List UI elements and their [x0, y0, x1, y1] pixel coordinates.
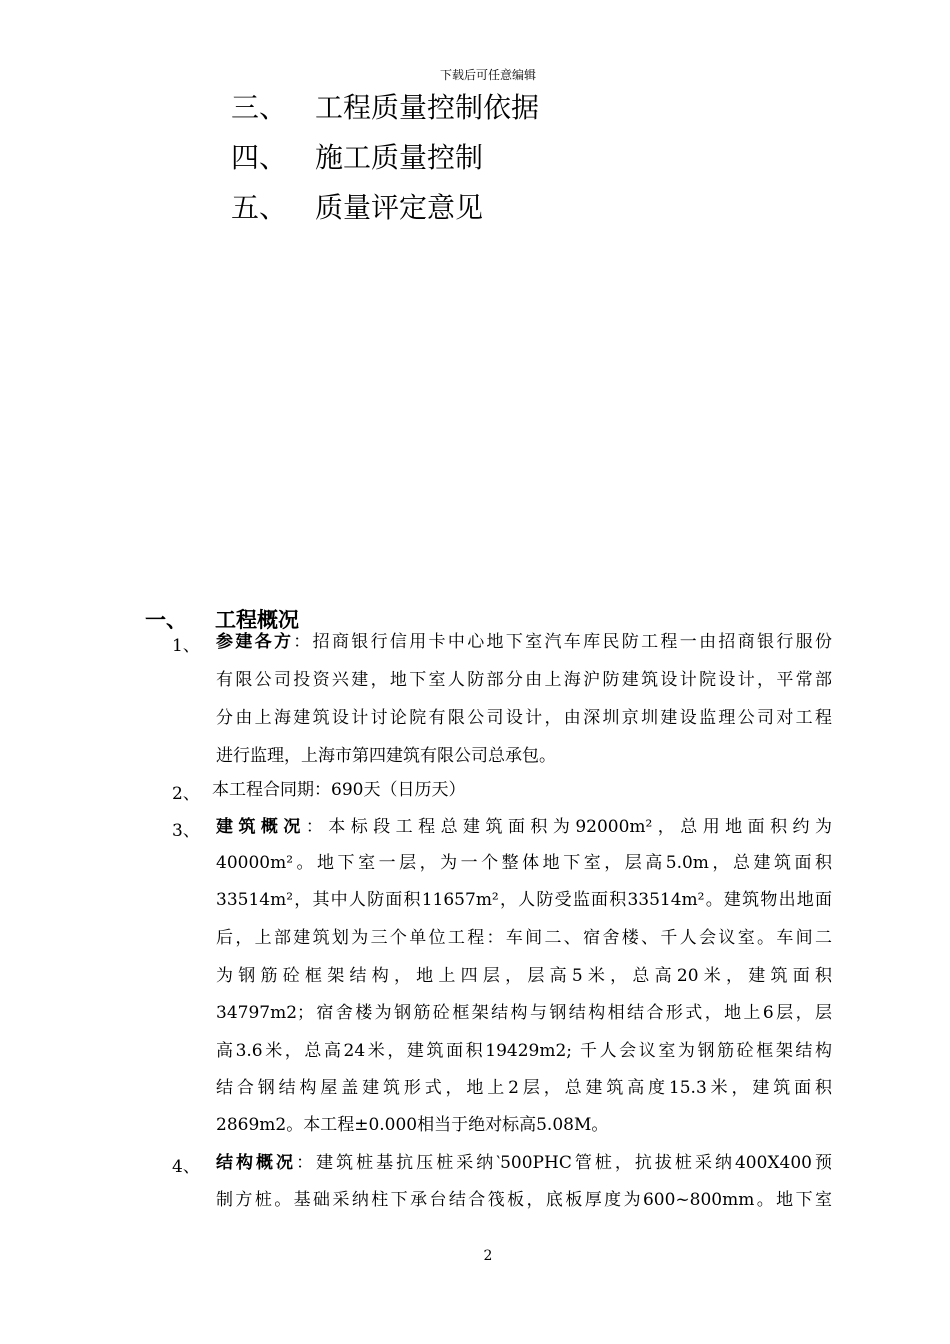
toc-number: 三、 [231, 91, 288, 124]
paragraph-line: 后，上部建筑划为三个单位工程：车间二、宿舍楼、千人会议室。车间二 [216, 928, 832, 948]
paragraph-line: 2869m2。本工程±0.000相当于绝对标高5.08M。 [216, 1115, 609, 1135]
paragraph-line: 高3.6米，总高24米，建筑面积19429m2; 千人会议室为钢筋砼框架结构 [216, 1041, 832, 1061]
item-number: 3、 [172, 821, 200, 841]
section-heading [145, 604, 299, 634]
paragraph-line: 分由上海建筑设计讨论院有限公司设计，由深圳京圳建设监理公司对工程 [216, 708, 832, 728]
item-number: 1、 [172, 636, 200, 656]
paragraph-line: 有限公司投资兴建，地下室人防部分由上海沪防建筑设计院设计，平常部 [216, 670, 832, 690]
paragraph-line: 参建各方：招商银行信用卡中心地下室汽车库民防工程一由招商银行服份 [216, 632, 832, 652]
toc-title: 工程质量控制依据 [315, 91, 540, 124]
item-label: 结构概况 [216, 1153, 297, 1173]
paragraph-line: 制方桩。基础采纳柱下承台结合筏板，底板厚度为600~800mm。地下室 [216, 1190, 832, 1210]
section-number: 一、 [145, 608, 187, 632]
toc-number: 五、 [231, 191, 288, 224]
paragraph-line: 建筑概况：本标段工程总建筑面积为92000m²，总用地面积约为 [216, 817, 832, 837]
paragraph-line: 33514m²，其中人防面积11657m²，人防受监面积33514m²。建筑物出地面 [216, 890, 832, 910]
paragraph-line: 结构概况：建筑桩基抗压桩采纳‵500PHC管桩，抗拔桩采纳400X400预 [216, 1153, 832, 1173]
item-label: 建筑概况 [216, 817, 306, 837]
section-title: 工程概况 [215, 608, 299, 632]
paragraph-line: 40000m²。地下室一层，为一个整体地下室，层高5.0m，总建筑面积 [216, 853, 832, 873]
paragraph-line: 34797m2；宿舍楼为钢筋砼框架结构与钢结构相结合形式，地上6层，层 [216, 1003, 832, 1023]
toc-title: 施工质量控制 [315, 141, 484, 174]
paragraph-line: 结合钢结构屋盖建筑形式，地上2层，总建筑高度15.3米，建筑面积 [216, 1078, 832, 1098]
paragraph-line: 本工程合同期：690天（日历天） [212, 780, 466, 800]
toc-item-3 [231, 91, 539, 125]
paragraph-line: 为钢筋砼框架结构，地上四层，层高5米，总高20米，建筑面积 [216, 966, 832, 986]
item-number: 2、 [172, 784, 200, 804]
header-note: 下载后可任意编辑 [439, 68, 536, 82]
toc-number: 四、 [231, 141, 288, 174]
toc-item-4 [231, 141, 483, 175]
toc-item-5 [231, 191, 483, 225]
item-number: 4、 [172, 1157, 200, 1177]
page-number: 2 [483, 1248, 493, 1264]
toc-title: 质量评定意见 [315, 191, 484, 224]
item-label: 参建各方 [216, 632, 294, 652]
paragraph-line: 进行监理，上海市第四建筑有限公司总承包。 [216, 746, 556, 766]
